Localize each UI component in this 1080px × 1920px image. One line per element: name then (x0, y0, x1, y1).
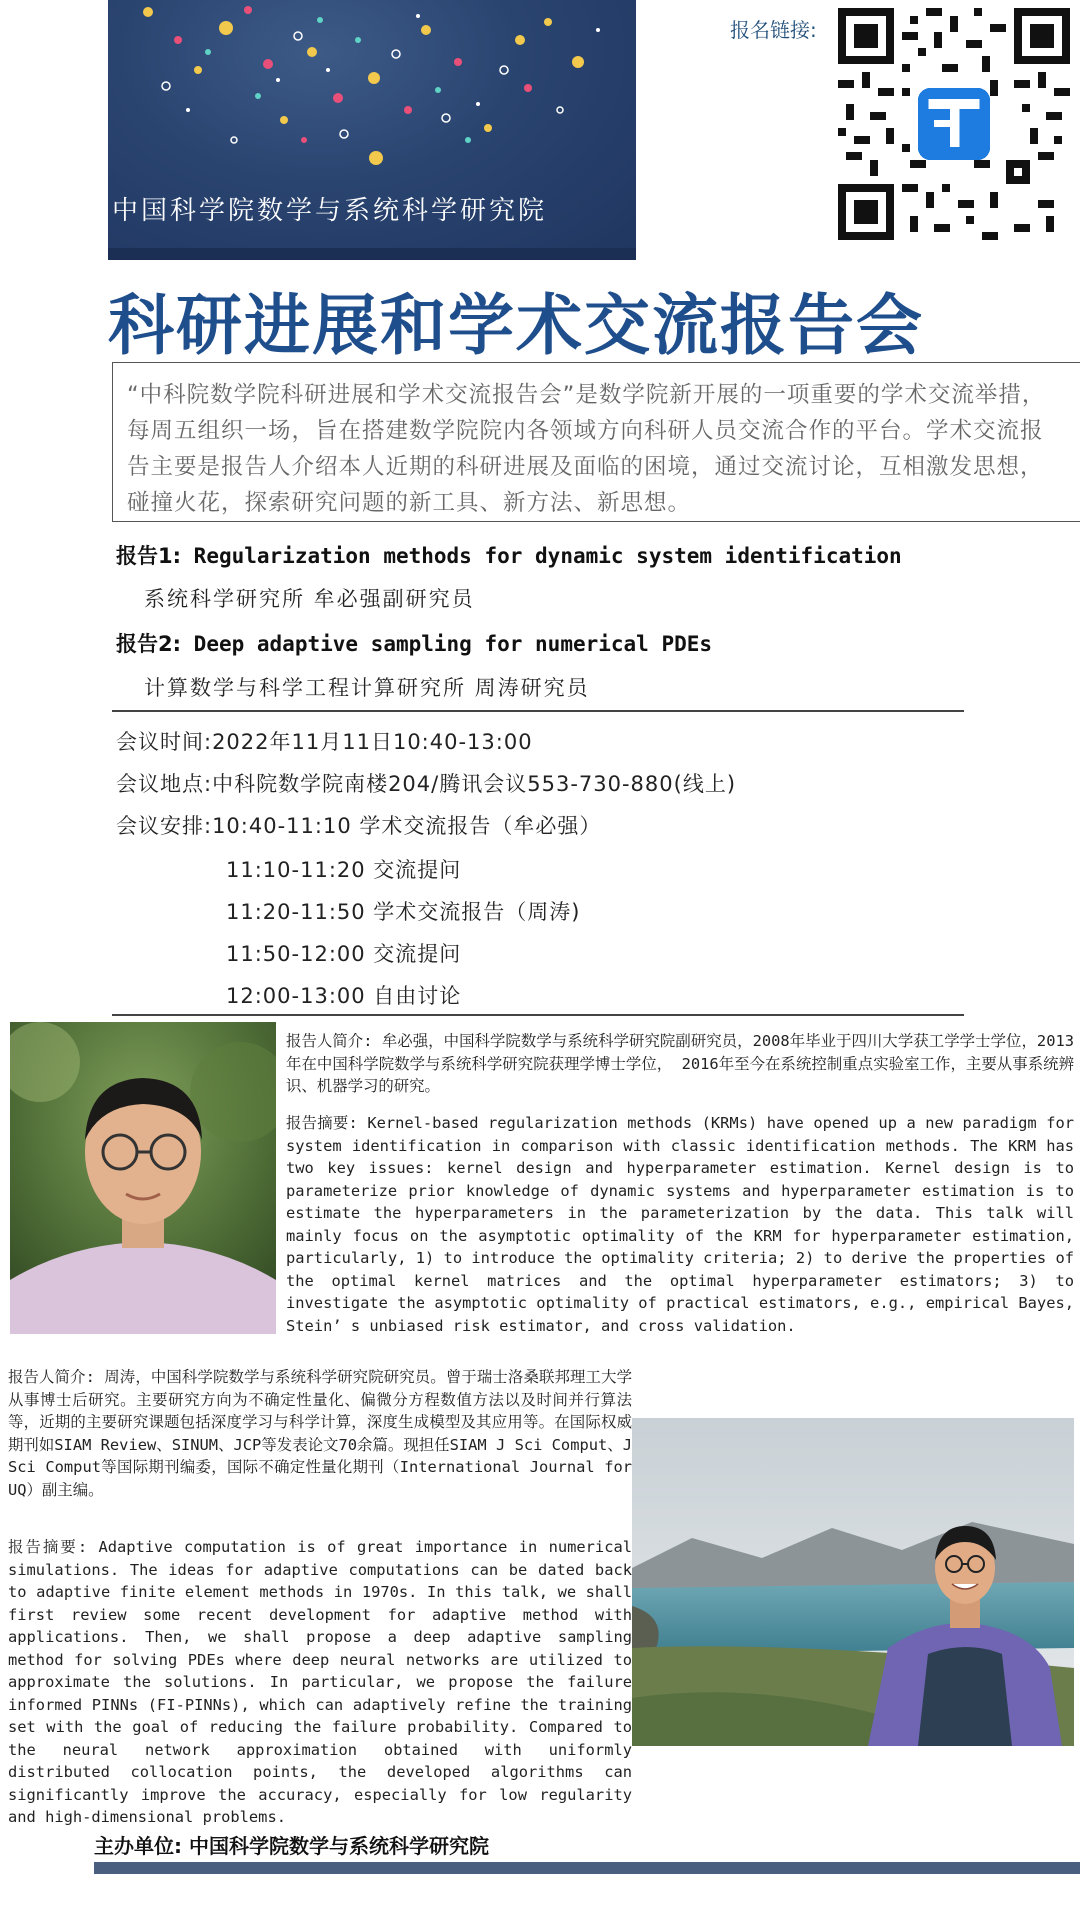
talk-2-title (116, 628, 712, 658)
schedule-item: 11:10-11:20 交流提问 (226, 858, 462, 882)
footer-bar (94, 1862, 1080, 1874)
talk-1-label: 报告1: (116, 544, 182, 568)
meeting-time: 会议时间:2022年11月11日10:40-13:00 (116, 730, 533, 754)
banner-org-name: 中国科学院数学与系统科学研究院 (112, 196, 548, 226)
page-title: 科研进展和学术交流报告会 (108, 287, 924, 364)
talk-2-speaker: 计算数学与科学工程计算研究所 周涛研究员 (144, 676, 590, 700)
header-banner (108, 0, 636, 260)
speaker-1-bio: 报告人简介: 牟必强，中国科学院数学与系统科学研究院副研究员，2008年毕业于四川大学获工学学士学位，2013年在中国科学院数学与系统科学研究院获理学博士学位， 2016年至今在系统控制重点实验室工作，主要从事系统辨识、机器学习的研究。 (286, 1032, 1074, 1095)
host-organization: 主办单位: 中国科学院数学与系统科学研究院 (94, 1834, 489, 1858)
meeting-place: 会议地点:中科院数学院南楼204/腾讯会议553-730-880(线上) (116, 772, 737, 796)
schedule-item: 11:20-11:50 学术交流报告（周涛) (226, 900, 581, 924)
divider-bottom (112, 1014, 964, 1016)
banner-strip (108, 248, 636, 260)
divider-top (112, 710, 964, 712)
schedule-item: 11:50-12:00 交流提问 (226, 942, 462, 966)
talk-2-title-text: Deep adaptive sampling for numerical PDEs (193, 632, 713, 656)
speaker-1-abstract: 报告摘要: Kernel-based regularization methods (KRMs) have opened up a new paradigm for system identification in comparison with classic identification methods. The KRM has two key issues: kernel design and hyperparameter estimation. Kernel design is to parameterize prior knowledge of dynamic systems and hyperparameter estimation is to estimate the hyperparameters in the parameterization by the data. This talk will mainly focus on the asymptotic optimality of the KRM for hyperparameter estimation, particularly, 1) to introduce the optimality criteria; 2) to derive the properties of the optimal kernel matrices and the optimal hyperparameter estimators; 3) to investigate the asymptotic optimality of practical estimators, e.g., empirical Bayes, Stein’ s unbiased risk estimator, and cross validation. (286, 1114, 1074, 1335)
talk-1-title (116, 540, 902, 570)
talk-1-title-text: Regularization methods for dynamic system identification (193, 544, 902, 568)
talk-1-speaker: 系统科学研究所 牟必强副研究员 (144, 587, 475, 611)
intro-box (112, 362, 1080, 522)
speaker-2-bio: 报告人简介: 周涛，中国科学院数学与系统科学研究院研究员。曾于瑞士洛桑联邦理工大学从事博士后研究。主要研究方向为不确定性量化、偏微分方程数值方法以及时间并行算法等，近期的主要研究课题包括深度学习与科学计算，深度生成模型及其应用等。在国际权威期刊如SIAM Review、SINUM、JCP等发表论文70余篇。现担任SIAM J Sci Comput、J Sci Comput等国际期刊编委，国际不确定性量化期刊（International Journal for UQ）副主编。 (8, 1368, 632, 1499)
registration-label: 报名链接: (730, 18, 817, 42)
meeting-schedule-first: 会议安排:10:40-11:10 学术交流报告（牟必强） (116, 814, 602, 838)
talk-2-label: 报告2: (116, 632, 182, 656)
confetti-decoration (108, 0, 636, 180)
intro-text: “中科院数学院科研进展和学术交流报告会”是数学院新开展的一项重要的学术交流举措，每周五组织一场，旨在搭建数学院院内各领域方向科研人员交流合作的平台。学术交流报告主要是报告人介绍本人近期的科研进展及面临的困境，通过交流讨论，互相激发思想，碰撞火花，探索研究问题的新工具、新方法、新思想。 (127, 382, 1046, 516)
speaker-2-abstract: 报告摘要: Adaptive computation is of great importance in numerical simulations. The ideas for adaptive computations can be dated back to adaptive finite element methods in 1970s. In this talk, we shall first review some recent development for adaptive method with applications. Then, we shall propose a deep adaptive sampling method for solving PDEs where deep neural networks are utilized to approximate the solutions. In particular, we propose the failure informed PINNs (FI-PINNs), which can adaptively refine the training set with the goal of reducing the failure probability. Compared to the neural network approximation obtained with uniformly distributed collocation points, the developed algorithms can significantly improve the accuracy, especially for low regularity and high-dimensional problems. (8, 1538, 632, 1826)
speaker-1-photo (10, 1022, 276, 1334)
schedule-item: 12:00-13:00 自由讨论 (226, 984, 462, 1008)
speaker-2-photo (632, 1418, 1074, 1746)
qr-code-icon[interactable] (838, 8, 1070, 240)
